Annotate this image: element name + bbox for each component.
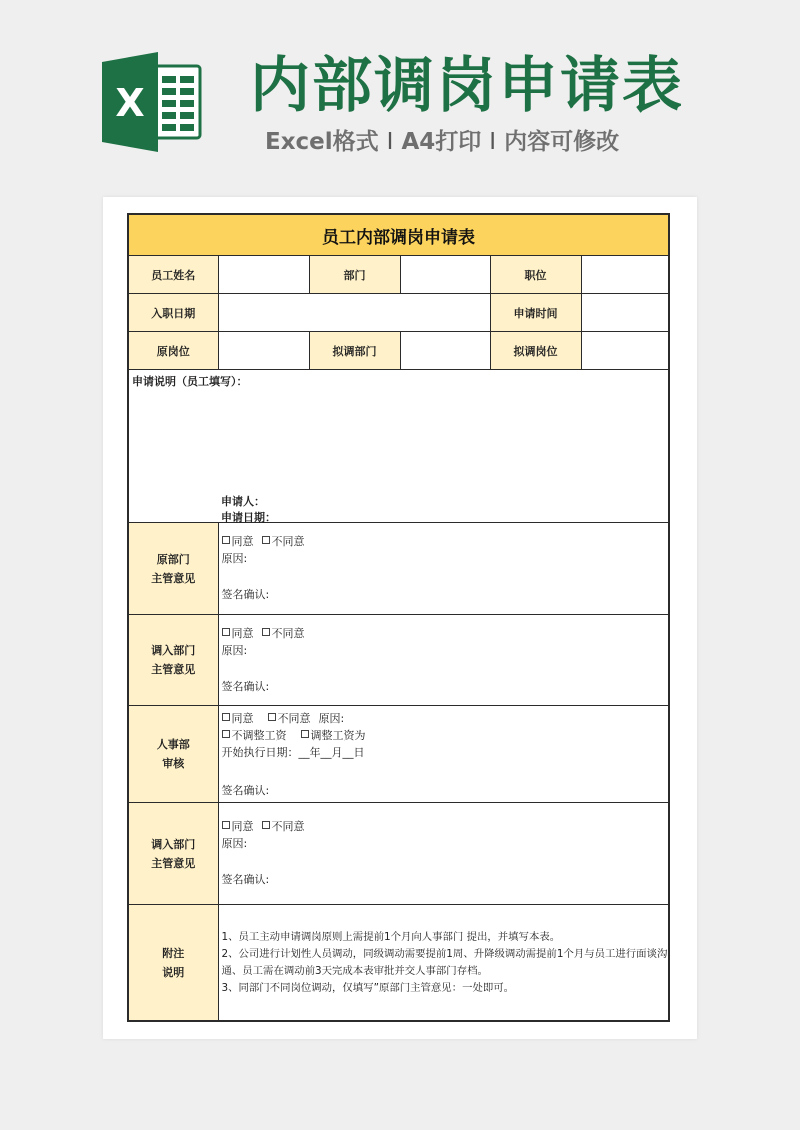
note-item: 1、员工主动申请调岗原则上需提前1个月向人事部门 提出，并填写本表。 bbox=[221, 930, 561, 943]
label-line: 审核 bbox=[162, 757, 185, 770]
label-position: 职位 bbox=[490, 256, 581, 294]
adjust-salary-checkbox[interactable] bbox=[301, 730, 309, 738]
disagree-checkbox[interactable] bbox=[262, 821, 270, 829]
opinion-options bbox=[222, 533, 669, 550]
target-department-field[interactable] bbox=[400, 332, 490, 370]
excel-logo-icon bbox=[100, 52, 204, 152]
opinion-options bbox=[222, 625, 669, 642]
sign-confirm-label: 签名确认: bbox=[221, 680, 270, 693]
subtitle-print: A4打印 bbox=[401, 129, 482, 155]
agree-label: 同意 bbox=[231, 535, 254, 548]
label-target-department: 拟调部门 bbox=[309, 332, 400, 370]
note-item: 通、员工需在调动前3天完成本表审批并交人事部门存档。 bbox=[221, 964, 488, 977]
agree-label: 同意 bbox=[231, 712, 254, 725]
label-line: 调入部门 bbox=[151, 644, 196, 657]
disagree-checkbox[interactable] bbox=[268, 713, 276, 721]
form-title: 员工内部调岗申请表 bbox=[128, 214, 669, 256]
subtitle-separator: I bbox=[489, 129, 497, 155]
label-employee-name: 员工姓名 bbox=[128, 256, 218, 294]
application-description-field[interactable] bbox=[128, 370, 669, 523]
disagree-label: 不同意 bbox=[271, 820, 305, 833]
applicant-block bbox=[221, 494, 276, 526]
reason-label: 原因: bbox=[318, 712, 345, 725]
description-label: 申请说明（员工填写）： bbox=[132, 375, 248, 388]
agree-checkbox[interactable] bbox=[222, 628, 230, 636]
hire-date-field[interactable] bbox=[218, 294, 490, 332]
label-original-dept-opinion bbox=[128, 523, 218, 615]
sign-confirm-label: 签名确认: bbox=[221, 588, 270, 601]
no-adjust-salary-checkbox[interactable] bbox=[222, 730, 230, 738]
label-line: 主管意见 bbox=[151, 663, 196, 676]
employee-name-field[interactable] bbox=[218, 256, 309, 294]
original-position-field[interactable] bbox=[218, 332, 309, 370]
disagree-label: 不同意 bbox=[271, 627, 305, 640]
hr-review-field[interactable] bbox=[218, 706, 669, 803]
subtitle-format: Excel格式 bbox=[265, 129, 379, 155]
label-line: 主管意见 bbox=[151, 571, 196, 585]
agree-label: 同意 bbox=[231, 627, 254, 640]
label-department: 部门 bbox=[309, 256, 400, 294]
opinion-options bbox=[222, 818, 669, 835]
label-original-position: 原岗位 bbox=[128, 332, 218, 370]
disagree-checkbox[interactable] bbox=[262, 628, 270, 636]
label-hire-date: 入职日期 bbox=[128, 294, 218, 332]
label-hr-review bbox=[128, 706, 218, 803]
label-notes bbox=[128, 905, 218, 1022]
label-line: 附注 bbox=[162, 946, 185, 960]
label-line: 原部门 bbox=[156, 552, 190, 566]
apply-date-label: 申请日期： bbox=[221, 511, 276, 524]
form-paper bbox=[103, 197, 697, 1039]
sign-confirm-label: 签名确认: bbox=[221, 784, 270, 797]
label-new-dept-opinion bbox=[128, 615, 218, 706]
department-field[interactable] bbox=[400, 256, 490, 294]
note-item: 2、公司进行计划性人员调动，同级调动需要提前1周、升降级调动需提前1个月与员工进行面谈沟 bbox=[221, 947, 668, 960]
reason-label: 原因: bbox=[221, 552, 248, 565]
subtitle-editable: 内容可修改 bbox=[504, 129, 620, 155]
label-target-position: 拟调岗位 bbox=[490, 332, 581, 370]
new-dept-opinion-field[interactable] bbox=[218, 615, 669, 706]
agree-checkbox[interactable] bbox=[222, 713, 230, 721]
banner-subtitle bbox=[265, 124, 619, 160]
start-date-label: 开始执行日期：__年__月__日 bbox=[221, 746, 365, 759]
reason-label: 原因: bbox=[221, 837, 248, 850]
label-line: 说明 bbox=[162, 965, 185, 979]
adjust-salary-label: 调整工资为 bbox=[310, 729, 366, 742]
agree-checkbox[interactable] bbox=[222, 821, 230, 829]
original-dept-opinion-field[interactable] bbox=[218, 523, 669, 615]
reason-label: 原因: bbox=[221, 644, 248, 657]
no-adjust-salary-label: 不调整工资 bbox=[231, 729, 287, 742]
disagree-checkbox[interactable] bbox=[262, 536, 270, 544]
agree-checkbox[interactable] bbox=[222, 536, 230, 544]
label-line: 调入部门 bbox=[151, 837, 196, 851]
svg-text:X: X bbox=[115, 81, 145, 125]
label-line: 主管意见 bbox=[151, 856, 196, 870]
apply-time-field[interactable] bbox=[581, 294, 669, 332]
notes-content bbox=[218, 905, 669, 1022]
note-item: 3、同部门不同岗位调动，仅填写”原部门主管意见：一处即可。 bbox=[221, 981, 515, 994]
agree-label: 同意 bbox=[231, 820, 254, 833]
opinion-options bbox=[222, 710, 669, 727]
position-field[interactable] bbox=[581, 256, 669, 294]
sign-confirm-label: 签名确认: bbox=[221, 873, 270, 886]
salary-options bbox=[222, 727, 669, 744]
disagree-label: 不同意 bbox=[271, 535, 305, 548]
label-apply-time: 申请时间 bbox=[490, 294, 581, 332]
applicant-label: 申请人： bbox=[221, 495, 265, 508]
subtitle-separator: I bbox=[386, 129, 394, 155]
label-line: 人事部 bbox=[156, 738, 190, 751]
label-new-dept-opinion-2 bbox=[128, 803, 218, 905]
target-position-field[interactable] bbox=[581, 332, 669, 370]
transfer-application-form bbox=[127, 213, 670, 1022]
banner-title: 内部调岗申请表 bbox=[250, 51, 684, 121]
disagree-label: 不同意 bbox=[277, 712, 311, 725]
new-dept-opinion-2-field[interactable] bbox=[218, 803, 669, 905]
